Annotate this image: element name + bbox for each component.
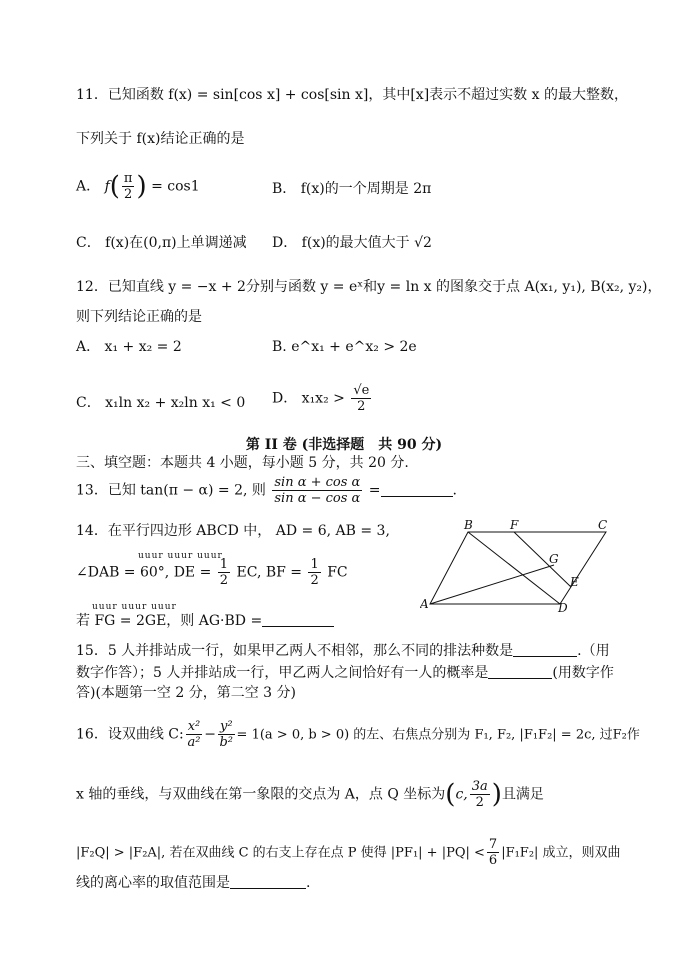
q14-line3-text: 若 FG = 2GE，则 AG·BD = — [76, 613, 263, 629]
q11-option-a-num: π — [123, 171, 133, 186]
label-e: E — [570, 575, 579, 589]
q14-line2-end: FC — [327, 564, 348, 581]
parallelogram-abcd — [430, 532, 606, 604]
q13-fraction — [272, 476, 362, 505]
q12-stem-line1: 12．已知直线 y = −x + 2分别与函数 y = eˣ和y = ln x 的图象交于点 A(x₁, y₁), B(x₂, y₂)， — [76, 279, 662, 295]
q16-line3 — [76, 838, 621, 867]
q16-fraction-7-6 — [487, 838, 499, 867]
q15-line1-text: 15．5 人并排站成一行，如果甲乙两人不相邻，那么不同的排法种数是 — [76, 643, 514, 659]
q16-fraction-x — [186, 720, 203, 749]
q14-fraction-2-num: 1 — [310, 557, 319, 572]
q15-line1 — [76, 642, 610, 658]
q11-option-a-fraction — [122, 172, 135, 201]
q11-option-d: D． f(x)的最大值大于 √2 — [272, 235, 432, 251]
q16-answer-blank[interactable] — [230, 874, 306, 889]
q16-q-num: 3a — [471, 779, 488, 794]
q15-line2 — [76, 664, 614, 680]
q15-line1-end: .（用 — [577, 643, 610, 659]
q16-fraction-y — [218, 720, 235, 749]
q13-answer-blank[interactable] — [381, 482, 453, 497]
segment-fe — [514, 532, 571, 587]
q16-line3-suffix: |F₁F₂| 成立，则双曲 — [501, 845, 621, 861]
q12-option-c: C． x₁ln x₂ + x₂ln x₁ < 0 — [76, 395, 246, 411]
q12-option-a: A． x₁ + x₂ = 2 — [76, 339, 182, 355]
q11-option-b: B． f(x)的一个周期是 2π — [272, 181, 432, 197]
q16-q-den: 2 — [475, 795, 484, 810]
q14-fraction-2-den: 2 — [310, 573, 319, 588]
q11-option-a-lhs: f — [104, 178, 110, 195]
fill-heading: 三、填空题：本题共 4 小题，每小题 5 分，共 20 分. — [76, 455, 409, 471]
q12-option-b: B. e^x₁ + e^x₂ > 2e — [272, 339, 417, 355]
q14-fraction-1-num: 1 — [219, 557, 229, 572]
q16-line4 — [76, 874, 310, 890]
q14-answer-blank[interactable] — [262, 612, 334, 627]
q11-stem-line1: 11．已知函数 f(x) = sin[cos x] + cos[sin x]，其中[x]表示不超过实数 x 的最大整数， — [76, 87, 628, 103]
q14-fraction-1-den: 2 — [219, 573, 229, 588]
q13-end: . — [452, 482, 457, 499]
q14-line2 — [76, 558, 348, 587]
label-b: B — [464, 520, 473, 532]
q14-fraction-2 — [308, 558, 320, 587]
q16-fraction-x-den: a² — [187, 735, 201, 750]
q12-option-d-den: 2 — [357, 399, 366, 414]
segment-bd — [468, 532, 560, 604]
q13-num: sin α + cos α — [274, 475, 361, 490]
q16-line1 — [76, 720, 640, 749]
q16-fraction-y-den: b² — [219, 735, 234, 750]
label-g: G — [549, 552, 559, 566]
q16-line1-prefix: 16．设双曲线 C: — [76, 726, 184, 743]
q16-line4-end: . — [306, 875, 311, 891]
q12-option-d — [272, 384, 373, 413]
q14-line2-mid: EC, BF = — [236, 564, 303, 581]
label-a: A — [420, 597, 429, 611]
q11-option-a-rhs: = cos1 — [151, 178, 200, 195]
q14-line2-prefix: ∠DAB = 60°, DE = — [76, 564, 212, 581]
q14-vector-marks-line3: uuur uuur uuur — [92, 602, 177, 612]
q12-stem-line2: 则下列结论正确的是 — [76, 309, 202, 325]
q16-line2-suffix: 且满足 — [501, 786, 544, 803]
q15-answer-blank-2[interactable] — [488, 664, 552, 679]
q15-line2-text: 数字作答）；5 人并排站成一行，甲乙两人之间恰好有一人的概率是 — [76, 665, 489, 681]
q13-prefix: 13．已知 tan(π − α) = 2, 则 — [76, 482, 266, 499]
q16-fraction-7-6-den: 6 — [488, 853, 498, 868]
q11-option-a — [76, 172, 200, 201]
q14-line1: 14．在平行四边形 ABCD 中， AD = 6, AB = 3, — [76, 523, 390, 539]
label-c: C — [598, 520, 608, 532]
q11-option-a-den: 2 — [124, 187, 133, 202]
parallelogram-figure — [420, 520, 610, 612]
q15-answer-blank-1[interactable] — [513, 642, 577, 657]
q13-equals: = — [368, 482, 381, 499]
left-paren: ( — [109, 171, 120, 202]
q16-line2-prefix: x 轴的垂线，与双曲线在第一象限的交点为 A，点 Q 坐标为 — [76, 786, 446, 803]
right-paren: ) — [136, 171, 147, 202]
q11-option-c: C． f(x)在(0,π)上单调递减 — [76, 235, 247, 251]
q15-line2-end: (用数字作 — [552, 665, 614, 681]
q16-line3-prefix: |F₂Q| > |F₂A|, 若在双曲线 C 的右支上存在点 P 使得 |PF₁| + |PQ| < — [76, 845, 485, 861]
q11-stem-line2: 下列关于 f(x)结论正确的是 — [76, 131, 245, 147]
right-paren: ) — [491, 779, 502, 810]
q16-fraction-7-6-num: 7 — [488, 837, 498, 852]
q16-fraction-x-num: x² — [187, 719, 201, 734]
q16-minus: − — [204, 726, 216, 743]
q13-line — [76, 476, 457, 505]
label-d: D — [558, 601, 568, 612]
q16-line1-rest: = 1(a > 0, b > 0) 的左、右焦点分别为 F₁, F₂, |F₁F₂| = 2c, 过F₂作 — [236, 727, 640, 743]
q16-fraction-y-num: y² — [219, 719, 233, 734]
q16-q-c: c, — [455, 786, 468, 803]
left-paren: ( — [445, 779, 456, 810]
q16-line4-text: 线的离心率的取值范围是 — [76, 875, 230, 891]
q12-option-d-num: √e — [353, 383, 370, 398]
q13-den: sin α − cos α — [274, 491, 361, 506]
q15-line3: 答)(本题第一空 2 分，第二空 3 分) — [76, 685, 297, 701]
label-f: F — [510, 520, 519, 532]
q12-option-d-prefix: D． x₁x₂ > — [272, 390, 345, 407]
q11-option-a-prefix: A． — [76, 178, 101, 195]
q14-vector-marks-line2: uuur uuur uuur — [138, 551, 223, 561]
part2-title: 第 II 卷 (非选择题 共 90 分) — [245, 437, 443, 453]
q14-fraction-1 — [218, 558, 230, 587]
q14-line3 — [76, 612, 334, 628]
q16-line2 — [76, 780, 544, 809]
q12-option-d-fraction — [351, 384, 371, 413]
q16-q-fraction — [470, 780, 490, 809]
